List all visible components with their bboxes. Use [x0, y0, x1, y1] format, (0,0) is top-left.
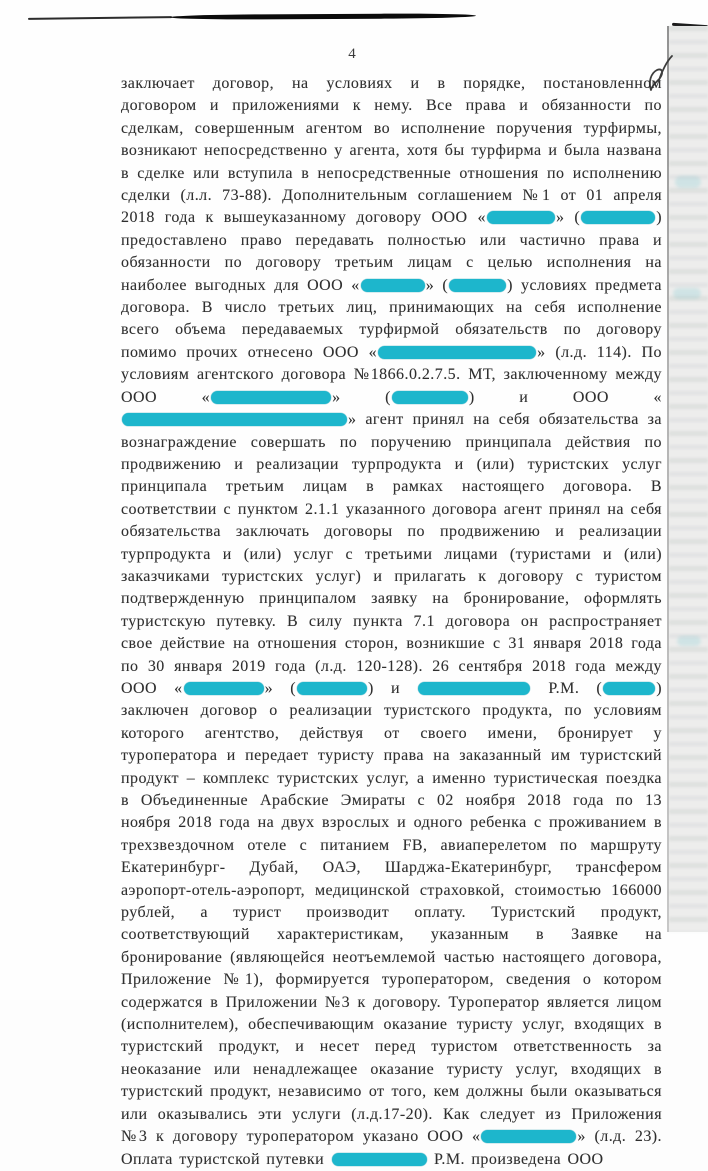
page-fold-line: [667, 26, 669, 932]
redaction-highlight: [211, 391, 331, 404]
redaction-highlight: [184, 682, 264, 695]
page-fold-band: [669, 26, 708, 932]
redaction-highlight: [122, 413, 347, 426]
scan-edge-line-center: [170, 13, 476, 20]
redaction-highlight: [332, 1153, 427, 1166]
bleed-through-smudge: [675, 176, 701, 188]
page-number: 4: [348, 46, 356, 62]
redaction-highlight: [297, 682, 367, 695]
scan-edge-line-left: [28, 16, 172, 20]
redaction-highlight: [603, 682, 655, 695]
redaction-highlight: [449, 279, 506, 292]
bleed-through-smudge: [673, 288, 701, 299]
redaction-highlight: [481, 1130, 576, 1143]
redaction-highlight: [487, 211, 555, 224]
redaction-highlight: [378, 346, 536, 359]
redaction-highlight: [418, 682, 530, 695]
body-text-paragraph: заключает договор, на условиях и в порядке, постановленном договором и приложениями к нему. Все права и обязанности по сделкам, совершенным агентом во исполнение поручения турфирмы, возникают непосредственно у агента, хотя бы турфирма и была названа в сделке или вступила в непосредственные отношения по исполнению сделки (л.л. 73-88). Дополнительным соглашением №1 от 01 апреля 2018 года к вышеуказанному договору ООО « » ( ) предоставлено право передавать полностью или частично права и обязанности по договору третьим лицам с целью исполнения на наиболее выгодных для ООО « » ( ) условиях предмета договора. В число третьих лиц, принимающих на себя исполнение всего объема передаваемых турфирмой обязательств по договору помимо прочих отнесено ООО « » (л.д. 114). По условиям агентского договора №1866.0.2.7.5. МТ, заключенному между ООО « » ( ) и ООО «» агент принял на себя обязательства за вознаграждение совершать по поручению принципала действия по продвижению и реализации турпродукта и (или) туристских услуг принципала третьим лицам в рамках настоящего договора. В соответствии с пунктом 2.1.1 указанного договора агент принял на себя обязательства заключать договоры по продвижению и реализации турпродукта и (или) услуг с третьими лицами (туристами и (или) заказчиками туристских услуг) и прилагать к договору с туристом подтвержденную принципалом заявку на бронирование, оформлять туристскую путевку. В силу пункта 7.1 договора он распространяет свое действие на отношения сторон, возникшие с 31 января 2018 года по 30 января 2019 года (л.д. 120-128). 26 сентября 2018 года между ООО « » ( ) и Р.М. ( ) заключен договор о реализации туристского продукта, по условиям которого агентство, действуя от своего имени, бронирует у туроператора и передает туристу права на заказанный им туристский продукт – комплекс туристских услуг, а именно туристическая поездка в Объединенные Арабские Эмираты с 02 ноября 2018 года по 13 ноября 2018 года на двух взрослых и одного ребенка с проживанием в трехзвездочном отеле с питанием FB, авиаперелетом по маршруту Екатеринбург- Дубай, ОАЭ, Шарджа-Екатеринбург, трансфером аэропорт-отель-аэропорт, медицинской страховкой, стоимостью 166000 рублей, а турист производит оплату. Туристский продукт, соответствующий характеристикам, указанным в Заявке на бронирование (являющейся неотъемлемой частью настоящего договора, Приложение №1), формируется туроператором, сведения о котором содержатся в Приложении №3 к договору. Туроператор является лицом (исполнителем), обеспечивающим оказание туристу услуг, входящих в туристский продукт, и несет перед туристом ответственность за неоказание или ненадлежащее оказание туристу услуг, входящих в туристский продукт, независимо от того, кем должны были оказываться или оказывались эти услуги (л.д.17-20). Как следует из Приложения №3 к договору туроператором указано ООО « » (л.д. 23). Оплата туристской путевки Р.М. произведена ООО: [121, 75, 662, 1168]
redaction-highlight: [361, 279, 425, 292]
bleed-through-smudge: [677, 636, 701, 646]
redaction-highlight: [392, 391, 468, 404]
redaction-highlight: [581, 211, 655, 224]
